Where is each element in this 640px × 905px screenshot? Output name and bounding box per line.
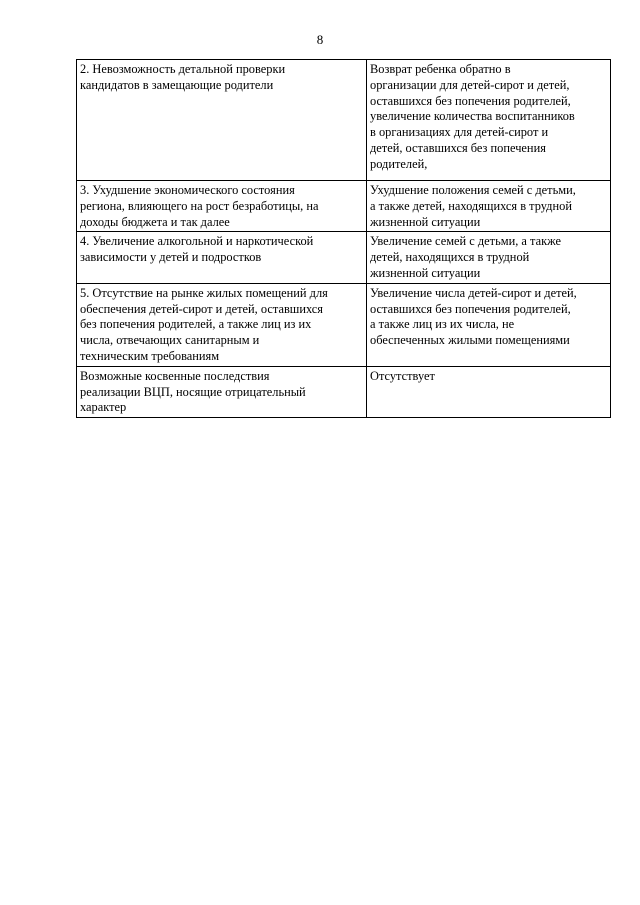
table-cell (367, 366, 611, 417)
cell-text: Отсутствует (370, 368, 435, 383)
table-cell (77, 366, 367, 417)
cell-text: Возможные косвенные последствия реализации ВЦП, носящие отрицательный характер (80, 368, 306, 415)
cell-text: Увеличение числа детей-сирот и детей, оставшихся без попечения родителей, а также лиц из их числа, не обеспеченных жилыми помещениями (370, 285, 577, 348)
table-cell (77, 60, 367, 181)
cell-text: 2. Невозможность детальной проверки кандидатов в замещающие родители (80, 62, 286, 92)
table-cell (77, 232, 367, 283)
consequences-table (76, 59, 611, 418)
cell-text: 5. Отсутствие на рынке жилых помещений для обеспечения детей-сирот и детей, оставшихся без попечения родителей, а также лиц из их числа, отвечающих санитарным и техническим требованиям (80, 285, 328, 363)
table-row (77, 366, 611, 417)
table-row (77, 283, 611, 366)
cell-text: Ухудшение положения семей с детьми, а также детей, находящихся в трудной жизненной ситуации (370, 183, 576, 229)
table-cell (367, 60, 611, 181)
table-cell (367, 232, 611, 283)
table-cell (77, 283, 367, 366)
table-row (77, 232, 611, 283)
cell-text: Возврат ребенка обратно в организации для детей-сирот и детей, оставшихся без попечения родителей, увеличение количества воспитанников в организациях для детей-сирот и детей, оставшихся без попечения родителей, (370, 62, 575, 171)
table-cell (367, 283, 611, 366)
cell-text: 3. Ухудшение экономического состояния региона, влияющего на рост безработицы, на доходы бюджета и так далее (80, 183, 319, 229)
page-number: 8 (316, 32, 324, 47)
table-row (77, 181, 611, 232)
cell-text: 4. Увеличение алкогольной и наркотической зависимости у детей и подростков (80, 234, 314, 265)
table-cell (367, 181, 611, 232)
table-cell (77, 181, 367, 232)
cell-text: Увеличение семей с детьми, а также детей, находящихся в трудной жизненной ситуации (370, 234, 561, 280)
table-row (77, 60, 611, 181)
